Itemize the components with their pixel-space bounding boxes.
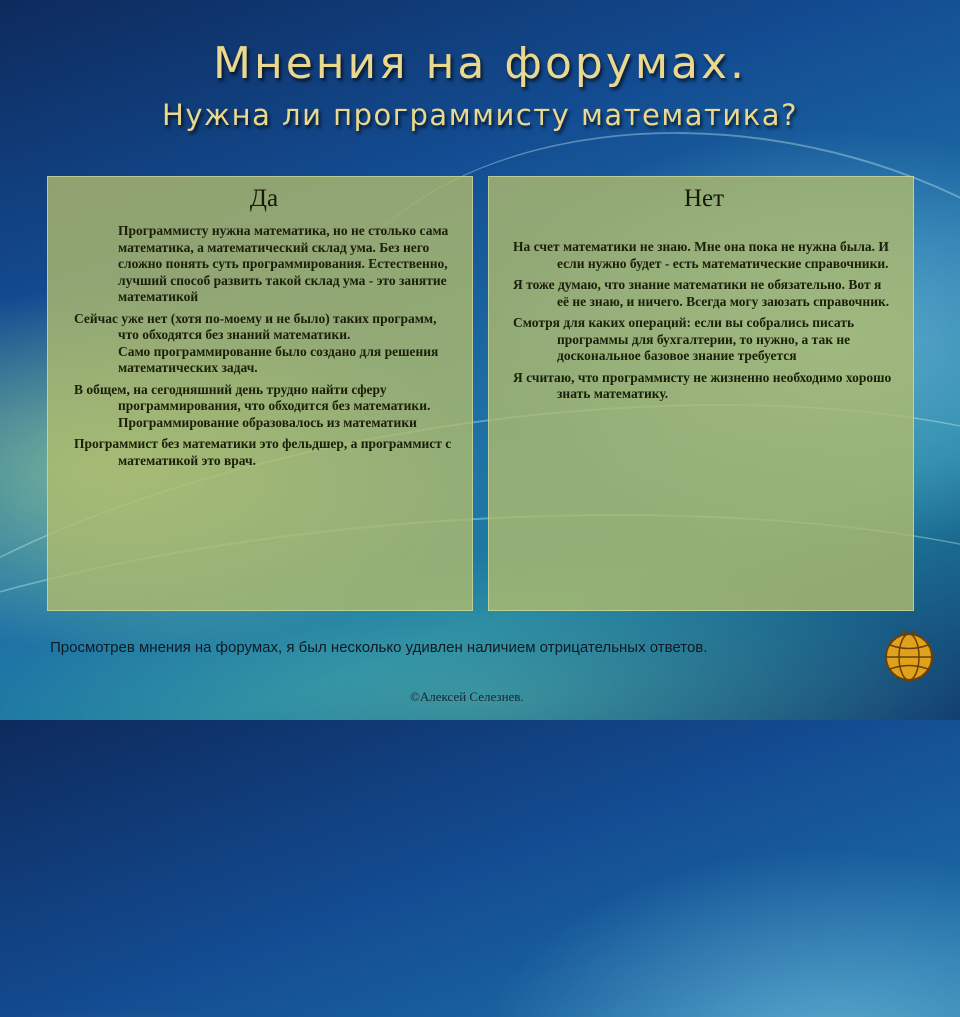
opinion-text: Я тоже думаю, что знание математики не обязательно. Вот я её не знаю, и ничего. Всегда могу заюзать справочник.: [513, 277, 890, 309]
opinion-text: Программист без математики это фельдшер, а программист с математикой это врач.: [74, 436, 452, 468]
no-opinion: [513, 315, 895, 365]
yes-opinion: [74, 436, 454, 469]
opinion-text: В общем, на сегодняшний день трудно найти сферу программирования, что обходится без математики.: [74, 381, 431, 413]
opinion-text: Программирование образовалось из математики: [118, 414, 417, 430]
yes-opinion: [74, 223, 454, 306]
no-panel-heading: Нет: [683, 185, 725, 212]
no-panel: [488, 176, 914, 611]
no-opinion: [513, 370, 895, 403]
no-opinion: [513, 239, 895, 272]
opinion-text: На счет математики не знаю. Мне она пока не нужна была. И если нужно будет - есть математические справочники.: [513, 239, 889, 271]
opinion-text: Смотря для каких операций: если вы собрались писать программы для бухгалтерии, то нужно, а так не доскональное базовое знание требуется: [513, 315, 855, 363]
yes-opinion: [74, 382, 454, 432]
globe-logo-icon: [883, 630, 935, 682]
yes-opinion: [74, 311, 454, 377]
conclusion-text: Просмотрев мнения на форумах, я был несколько удивлен наличием отрицательных ответов.: [50, 639, 708, 656]
copyright-text: ©Алексей Селезнев.: [410, 689, 524, 704]
opinion-text: Я считаю, что программисту не жизненно необходимо хорошо знать математику.: [513, 369, 892, 401]
opinion-text: Само программирование было создано для решения математических задач.: [118, 343, 439, 375]
slide-title: Мнения на форумах.: [212, 38, 748, 89]
no-opinion: [513, 277, 895, 310]
opinion-text: Программисту нужна математика, но не столько сама математика, а математический склад ума. Без него сложно понять суть программирования. Естественно, лучший способ развить такой склад ума - это занятие математикой: [118, 223, 449, 304]
yes-panel-heading: Да: [249, 185, 279, 212]
opinion-text: Сейчас уже нет (хотя по-моему и не было) таких программ, что обходятся без знаний математики.: [74, 310, 437, 342]
slide-subtitle: Нужна ли программисту математика?: [162, 98, 798, 132]
yes-panel: [47, 176, 473, 611]
